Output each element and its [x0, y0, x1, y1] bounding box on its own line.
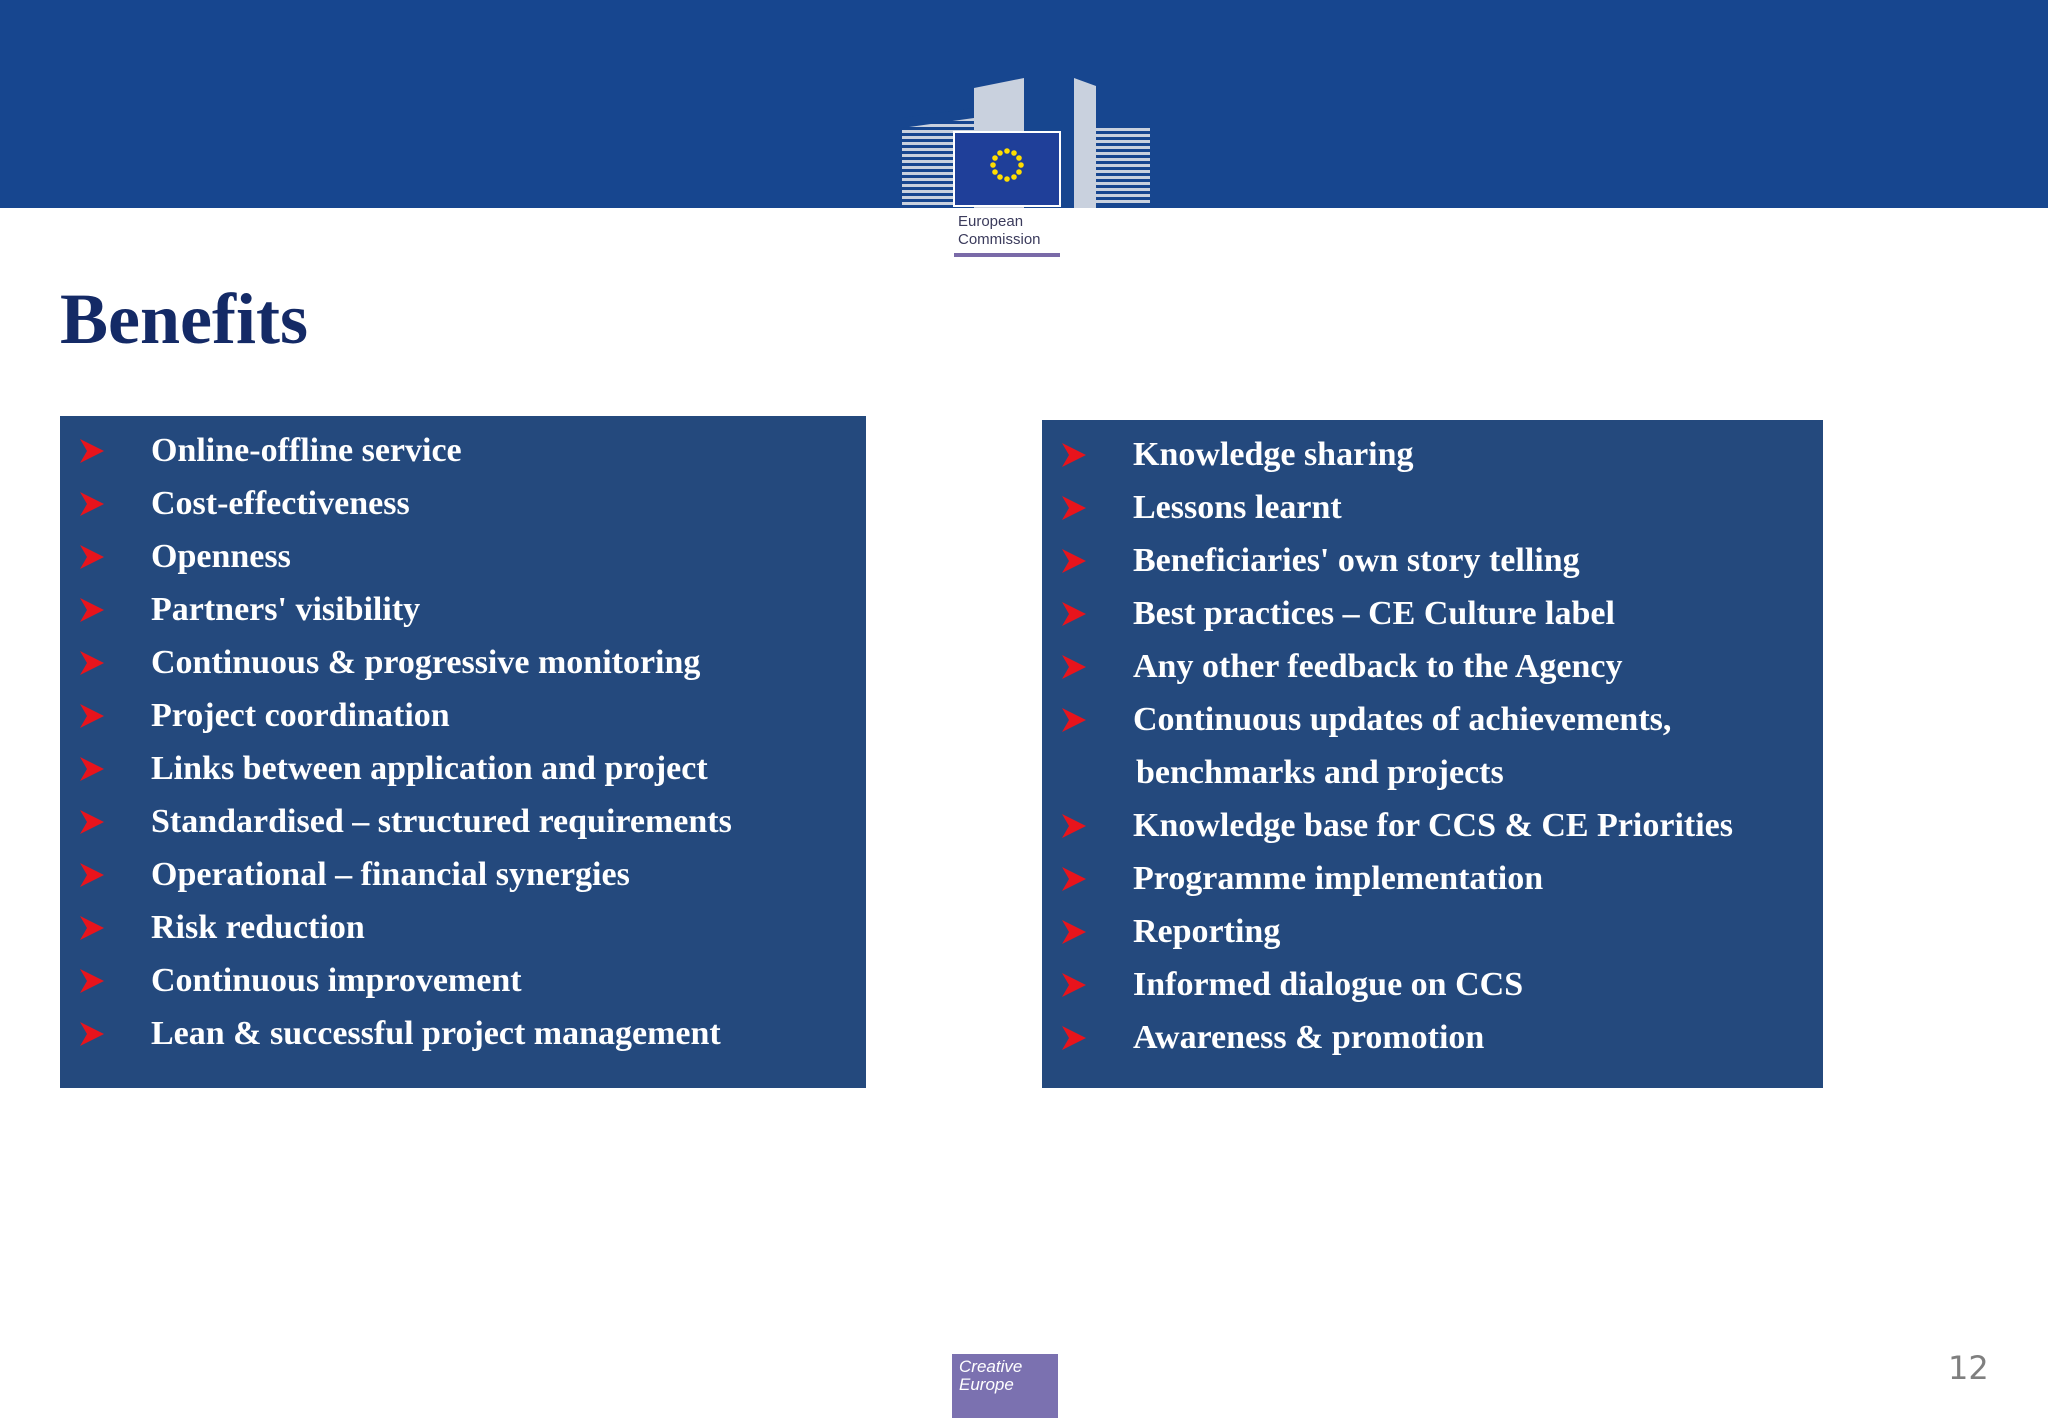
list-item: [60, 742, 866, 795]
list-item-text: Continuous updates of achievements,: [1133, 701, 1672, 738]
list-item-text: Online-offline service: [151, 432, 462, 469]
list-item-text: Informed dialogue on CCS: [1133, 966, 1524, 1003]
list-item: [60, 530, 866, 583]
list-item: [1042, 746, 1823, 799]
page-number: 12: [1948, 1349, 1989, 1387]
logo-caption: European Commission: [958, 213, 1041, 248]
list-item-text: Programme implementation: [1133, 860, 1544, 897]
arrowhead-bullet-icon: [80, 969, 104, 993]
arrowhead-bullet-icon: [80, 757, 104, 781]
list-item-text: Openness: [151, 538, 291, 575]
list-item-text: Lean & successful project management: [151, 1015, 721, 1052]
list-item-text: Knowledge sharing: [1133, 436, 1414, 473]
benefits-panel-left: [60, 416, 866, 1088]
list-item: [1042, 799, 1823, 852]
list-item-text: Continuous & progressive monitoring: [151, 644, 701, 681]
list-item-text: Partners' visibility: [151, 591, 421, 628]
list-item: [1042, 534, 1823, 587]
list-item: [1042, 587, 1823, 640]
arrowhead-bullet-icon: [80, 598, 104, 622]
arrowhead-bullet-icon: [80, 916, 104, 940]
list-item: [1042, 1011, 1823, 1064]
list-item: [60, 477, 866, 530]
list-item: [60, 901, 866, 954]
list-item: [60, 689, 866, 742]
arrowhead-bullet-icon: [1062, 443, 1086, 467]
arrowhead-bullet-icon: [80, 439, 104, 463]
list-item-text: Links between application and project: [151, 750, 708, 787]
page-title: Benefits: [60, 279, 308, 359]
benefits-list-left: [60, 424, 866, 1060]
list-item: [1042, 481, 1823, 534]
creative-europe-logo: Creative Europe: [952, 1354, 1058, 1418]
arrowhead-bullet-icon: [80, 545, 104, 569]
arrowhead-bullet-icon: [1062, 1026, 1086, 1050]
list-item: [60, 636, 866, 689]
list-item: [60, 424, 866, 477]
list-item: [1042, 640, 1823, 693]
list-item-text: Lessons learnt: [1133, 489, 1342, 526]
arrowhead-bullet-icon: [80, 651, 104, 675]
arrowhead-bullet-icon: [80, 810, 104, 834]
benefits-panel-right: [1042, 420, 1823, 1088]
list-item-text: Continuous improvement: [151, 962, 522, 999]
list-item-text: Awareness & promotion: [1133, 1019, 1485, 1056]
list-item: [1042, 852, 1823, 905]
list-item-text: Risk reduction: [151, 909, 365, 946]
arrowhead-bullet-icon: [1062, 549, 1086, 573]
list-item-text: Beneficiaries' own story telling: [1133, 542, 1580, 579]
list-item: [60, 795, 866, 848]
list-item-text: Operational – financial synergies: [151, 856, 630, 893]
list-item: [1042, 693, 1823, 746]
list-item-text: Cost-effectiveness: [151, 485, 410, 522]
list-item: [60, 848, 866, 901]
arrowhead-bullet-icon: [1062, 867, 1086, 891]
arrowhead-bullet-icon: [80, 704, 104, 728]
list-item-text: Reporting: [1133, 913, 1281, 950]
list-item: [60, 954, 866, 1007]
list-item-text: benchmarks and projects: [1136, 754, 1504, 791]
arrowhead-bullet-icon: [1062, 814, 1086, 838]
arrowhead-bullet-icon: [1062, 708, 1086, 732]
list-item-text: Knowledge base for CCS & CE Priorities: [1133, 807, 1733, 844]
arrowhead-bullet-icon: [1062, 655, 1086, 679]
arrowhead-bullet-icon: [1062, 973, 1086, 997]
arrowhead-bullet-icon: [80, 1022, 104, 1046]
list-item-text: Any other feedback to the Agency: [1133, 648, 1623, 685]
list-item-text: Best practices – CE Culture label: [1133, 595, 1615, 632]
arrowhead-bullet-icon: [80, 863, 104, 887]
list-item: [60, 1007, 866, 1060]
arrowhead-bullet-icon: [1062, 496, 1086, 520]
benefits-list-right: [1042, 428, 1823, 1064]
list-item: [1042, 905, 1823, 958]
logo-underline: [954, 253, 1060, 257]
arrowhead-bullet-icon: [1062, 602, 1086, 626]
list-item: [1042, 958, 1823, 1011]
arrowhead-bullet-icon: [1062, 920, 1086, 944]
list-item-text: Standardised – structured requirements: [151, 803, 732, 840]
list-item-text: Project coordination: [151, 697, 450, 734]
arrowhead-bullet-icon: [80, 492, 104, 516]
list-item: [60, 583, 866, 636]
list-item: [1042, 428, 1823, 481]
